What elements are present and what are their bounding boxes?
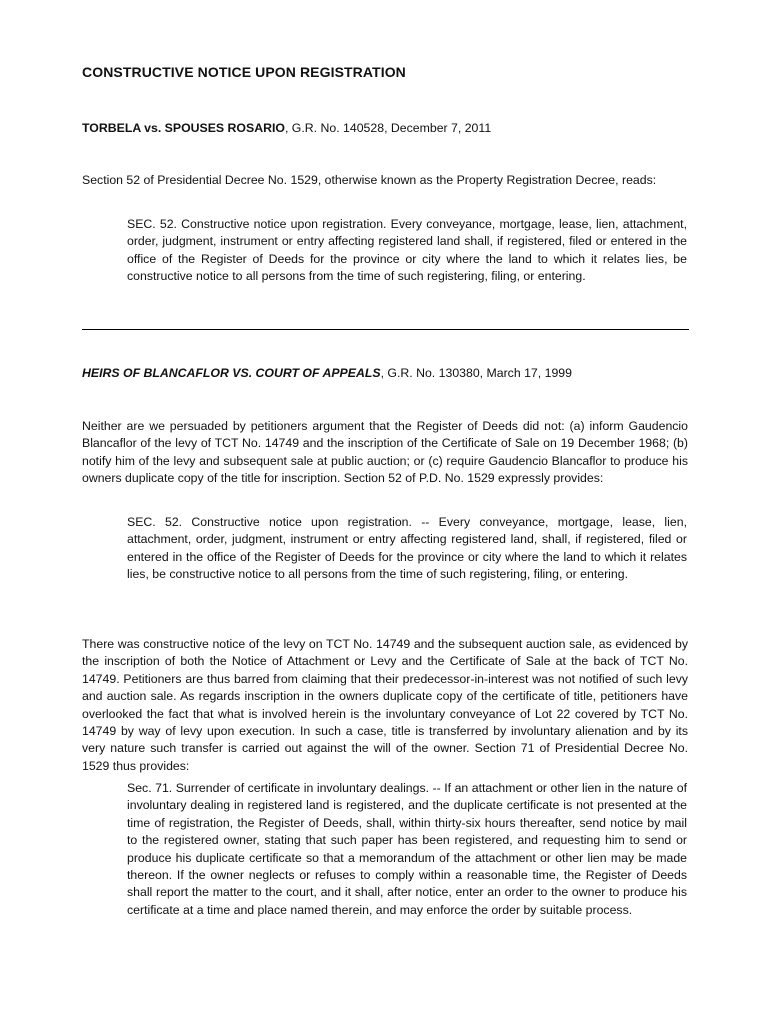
page-title: CONSTRUCTIVE NOTICE UPON REGISTRATION xyxy=(82,64,406,80)
case-title: TORBELA vs. SPOUSES ROSARIO xyxy=(82,121,285,135)
case-reference: , G.R. No. 140528, December 7, 2011 xyxy=(284,121,492,135)
case-citation-blancaflor xyxy=(82,366,572,380)
case-reference: , G.R. No. 130380, March 17, 1999 xyxy=(380,366,572,380)
block-quote-sec71: Sec. 71. Surrender of certificate in involuntary dealings. -- If an attachment or other lien in the nature of involuntary dealing in registered land is registered, and the duplicate certificate is not presented at the time of registration, the Register of Deeds, shall, within thirty-six hours thereafter, send notice by mail to the registered owner, stating that such paper has been registered, and requesting him to send or produce his duplicate certificate so that a memorandum of the attachment or other lien may be made thereon. If the owner neglects or refuses to comply within a reasonable time, the Register of Deeds shall report the matter to the court, and it shall, after notice, enter an order to the owner to produce his certificate at a time and place named therein, and may enforce the order by suitable process. xyxy=(127,781,687,917)
constructive-notice-paragraph: There was constructive notice of the levy on TCT No. 14749 and the subsequent auction sale, as evidenced by the inscription of both the Notice of Attachment or Levy and the Certificate of Sale at the back of TCT No. 14749. Petitioners are thus barred from claiming that their predecessor-in-interest was not notified of such levy and auction sale. As regards inscription in the owners duplicate copy of the certificate of title, petitioners have overlooked the fact that what is involved herein is the involuntary conveyance of Lot 22 covered by TCT No. 14749 by way of levy upon execution. In such a case, title is transferred by involuntary alienation and by its very nature such transfer is carried out against the will of the owner. Section 71 of Presidential Decree No. 1529 thus provides: xyxy=(82,637,688,773)
intro-paragraph: Section 52 of Presidential Decree No. 1529, otherwise known as the Property Registration Decree, reads: xyxy=(82,173,657,187)
block-quote-sec52: SEC. 52. Constructive notice upon registration. Every conveyance, mortgage, lease, lien, attachment, order, judgment, instrument or entry affecting registered land shall, if registered, filed or entered in the office of the Register of Deeds for the province or city where the land to which it relates lies, be constructive notice to all persons from the time of such registering, filing, or entering. xyxy=(127,217,687,284)
section-divider xyxy=(82,329,689,330)
block-quote-sec52-second: SEC. 52. Constructive notice upon registration. -- Every conveyance, mortgage, lease, lien, attachment, order, judgment, instrument or entry affecting registered land, shall, if registered, filed or entered in the office of the Register of Deeds for the province or city where the land to which it relates lies, be constructive notice to all persons from the time of such registering, filing, or entering. xyxy=(127,515,687,582)
argument-paragraph: Neither are we persuaded by petitioners argument that the Register of Deeds did not: (a) inform Gaudencio Blancaflor of the levy of TCT No. 14749 and the inscription of the Certificate of Sale on 19 December 1968; (b) notify him of the levy and subsequent sale at public auction; or (c) require Gaudencio Blancaflor to produce his owners duplicate copy of the title for inscription. Section 52 of P.D. No. 1529 expressly provides: xyxy=(82,419,688,486)
case-citation-torbela xyxy=(82,121,491,135)
case-title: HEIRS OF BLANCAFLOR VS. COURT OF APPEALS xyxy=(82,366,381,380)
